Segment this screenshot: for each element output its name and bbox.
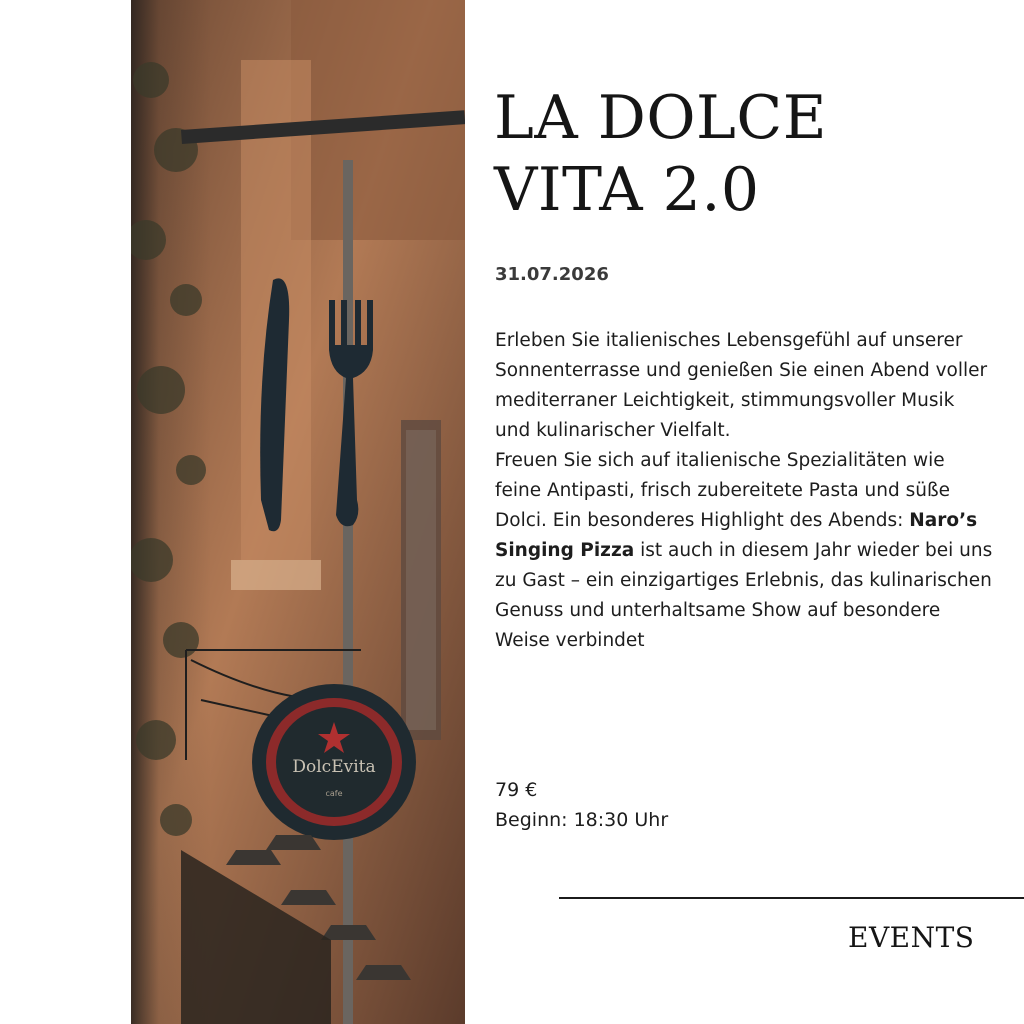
event-title-line-1: LA DOLCE [494, 83, 828, 153]
event-description [495, 326, 995, 656]
event-date: 31.07.2026 [495, 264, 609, 285]
description-text-before: Freuen Sie sich auf italienische Spezialitäten wie feine Antipasti, frisch zubereitete Pasta und süße Dolci. Ein besonderes Highlight des Abends: [495, 450, 951, 531]
event-start-time: Beginn: 18:30 Uhr [495, 809, 669, 831]
sign-text: DolcEvita [292, 757, 376, 777]
hero-photo [131, 0, 465, 1024]
description-paragraph-1: Erleben Sie italienisches Lebensgefühl auf unserer Sonnenterrasse und genießen Sie einen Abend voller mediterraner Leichtigkeit, stimmungsvoller Musik und kulinarischer Vielfalt. [495, 330, 988, 441]
highlight-text: Naro’s Singing Pizza [495, 510, 978, 561]
event-info [495, 775, 668, 835]
divider-line [559, 897, 1024, 899]
description-paragraph-2 [495, 446, 995, 656]
event-price: 79 € [495, 779, 538, 801]
event-title [494, 82, 994, 226]
description-text-after: ist auch in diesem Jahr wieder bei uns zu Gast – ein einzigartiges Erlebnis, das kulinarischen Genuss und unterhaltsame Show auf besondere Weise verbindet [495, 540, 993, 651]
footer-label: EVENTS [848, 921, 975, 954]
sign-subtext: cafe [325, 789, 343, 798]
event-title-line-2: VITA 2.0 [494, 155, 760, 225]
restaurant-street-photo [131, 0, 465, 1024]
